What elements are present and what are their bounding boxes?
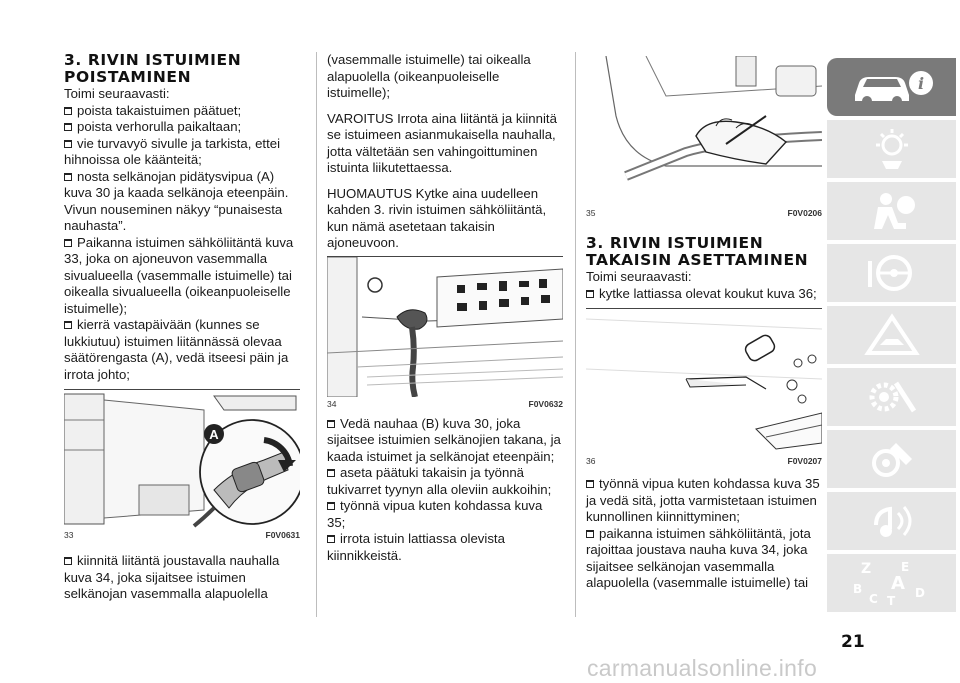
list-item: työnnä vipua kuten kohdassa kuva 35 ja vedä sitä, jotta varmistetaan istuimen kunnollinen kiinnittyminen; [586, 476, 820, 524]
bullet-icon [327, 502, 335, 510]
chapter-sidebar [827, 58, 956, 616]
tab-warning[interactable] [827, 306, 956, 364]
bullet-icon [64, 557, 72, 565]
bullet-icon [586, 290, 594, 298]
bullet-icon [64, 321, 72, 329]
figure-number: 34 [327, 398, 337, 409]
svg-text:Z: Z [860, 561, 871, 577]
figure-caption [64, 530, 300, 541]
figure-number: 36 [586, 456, 596, 466]
bullet-icon [64, 123, 72, 131]
bullet-icon [327, 535, 335, 543]
tab-technical-data[interactable] [827, 430, 956, 488]
list-item: vie turvavyö sivulle ja tarkista, ettei hihnoissa ole käänteitä; [64, 135, 281, 167]
multimedia-icon [862, 499, 922, 543]
figure-35 [586, 56, 822, 219]
tab-index[interactable] [827, 554, 956, 612]
tab-starting-driving[interactable] [827, 244, 956, 302]
column-divider [316, 52, 317, 617]
figure-36 [586, 308, 822, 467]
figure-caption [586, 456, 822, 467]
page-number: 21 [841, 632, 865, 652]
warning-lights-icon [862, 313, 922, 357]
continued-text: (vasemmalle istuimelle) tai oikealla alapuolella (oikeanpuoleiselle istuimelle); [327, 52, 531, 100]
section-heading-removal: 3. RIVIN ISTUIMIEN POISTAMINEN [64, 51, 242, 86]
instruction-list [64, 103, 300, 384]
list-item: Vedä nauhaa (B) kuva 30, joka sijaitsee istuimien selkänojien takana, ja kaada istuimet ja selkänojat eteenpäin; [327, 415, 561, 464]
svg-text:B: B [852, 582, 862, 596]
list-item: kytke lattiassa olevat koukut kuva 36; [586, 286, 822, 303]
list-item: nosta selkänojan pidätysvipua (A) kuva 30 ja kaada selkänoja eteenpäin. Vivun nouseminen näkyy “punaisesta nauhasta”. [64, 168, 289, 233]
intro-text: Toimi seuraavasti: [586, 269, 692, 284]
column-divider [575, 52, 576, 617]
safety-airbag-icon [862, 189, 922, 233]
watermark: carmanualsonline.info [587, 655, 818, 681]
svg-text:i: i [917, 74, 924, 93]
figure-code: F0V0631 [265, 530, 300, 540]
column-left [64, 52, 300, 603]
index-icon [847, 559, 937, 607]
list-item: paikanna istuimen sähköliitäntä, jota rajoittaa joustava nauha kuva 34, joka sijaitsee selkänojan vasemmalla alapuolella (vasemmalle istuimelle) tai [586, 525, 811, 590]
figure-caption [586, 208, 822, 219]
figure-caption [327, 399, 563, 410]
car-info-icon [847, 65, 937, 109]
figure-code: F0V0632 [528, 398, 563, 409]
callout-a: A [209, 427, 219, 442]
starting-driving-icon [862, 251, 922, 295]
dashboard-lights-icon [862, 127, 922, 171]
list-item: kiinnitä liitäntä joustavalla nauhalla kuva 34, joka sijaitsee istuimen selkänojan vasemmalla alapuolella [64, 553, 280, 601]
column-right [586, 52, 822, 592]
list-item: irrota istuin lattiassa olevista kiinnikkeistä. [327, 531, 505, 563]
bullet-icon [586, 530, 594, 538]
svg-text:A: A [890, 573, 905, 594]
note-text: HUOMAUTUS Kytke aina uudelleen kahden 3. rivin istuimen sähköliitäntä, kun nämä asetetaan takaisin ajoneuvoon. [327, 185, 547, 250]
seat-connector-illustration [64, 390, 300, 528]
bullet-icon [327, 420, 335, 428]
bullet-icon [64, 140, 72, 148]
svg-text:C: C [868, 592, 878, 606]
section-heading-refit: 3. RIVIN ISTUIMIEN TAKAISIN ASETTAMINEN [586, 234, 809, 269]
bullet-icon [64, 107, 72, 115]
figure-number: 35 [586, 208, 596, 218]
list-item: aseta päätuki takaisin ja työnnä tukivarret tyynyn alla oleviin aukkoihin; [327, 465, 552, 497]
svg-text:E: E [900, 560, 909, 574]
tab-safety[interactable] [827, 182, 956, 240]
tab-multimedia[interactable] [827, 492, 956, 550]
seat-strap-illustration [327, 257, 563, 397]
list-item: kierrä vastapäivään (kunnes se lukkiutuu) istuimen liitännässä olevaa säätörengasta (A), vedä itseesi päin ja irrota johto; [64, 317, 289, 382]
list-item: työnnä vipua kuten kohdassa kuva 35; [327, 498, 543, 530]
bullet-icon [64, 239, 72, 247]
bullet-icon [64, 173, 72, 181]
technical-data-icon [862, 437, 922, 481]
warning-text: VAROITUS Irrota aina liitäntä ja kiinnitä se istuimeen asianmukaisella nauhalla, jotta vältetään sen vahingoittuminen istuinta liikutettaessa. [327, 110, 557, 175]
column-middle [327, 52, 563, 564]
list-item: poista takaistuimen päätuet; [64, 103, 300, 120]
tab-dashboard-lights[interactable] [827, 120, 956, 178]
figure-number: 33 [64, 530, 74, 540]
tab-maintenance[interactable] [827, 368, 956, 426]
list-item: poista verhorulla paikaltaan; [64, 119, 300, 136]
list-item: Paikanna istuimen sähköliitäntä kuva 33, joka on ajoneuvon vasemmalla sivualueella (vasemmalle istuimelle) tai oikealla sivualueella (oikeanpuoleiselle istuimelle); [64, 234, 294, 316]
floor-hooks-illustration [586, 309, 822, 454]
figure-code: F0V0207 [787, 456, 822, 466]
intro-text: Toimi seuraavasti: [64, 86, 170, 101]
maintenance-icon [862, 375, 922, 419]
figure-33 [64, 389, 300, 541]
figure-code: F0V0206 [787, 208, 822, 218]
lever-push-illustration [586, 56, 822, 206]
svg-text:D: D [914, 586, 925, 600]
bullet-icon [586, 480, 594, 488]
svg-text:T: T [886, 594, 895, 607]
tab-car-info[interactable] [827, 58, 956, 116]
bullet-icon [327, 469, 335, 477]
figure-34 [327, 256, 563, 410]
